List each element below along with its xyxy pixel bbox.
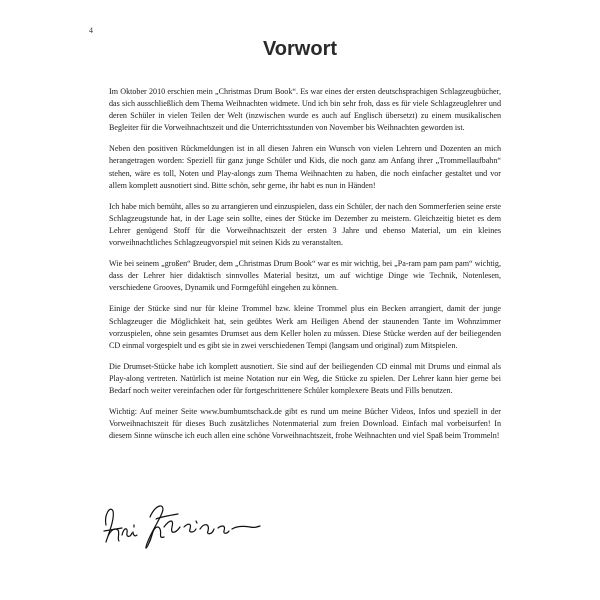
paragraph-4: Wie bei seinem „großen“ Bruder, dem „Christmas Drum Book“ war es mir wichtig, bei „Pa-ram pam pam pam“ wichtig, dass der Lehrer hier didaktisch sinnvolles Material besitzt, um auf wichtige Dinge wie Technik, Notenlesen, verschiedene Grooves, Dynamik und Formgefühl eingehen zu können.	[109, 259, 501, 293]
handwritten-signature	[100, 497, 265, 552]
paragraph-6: Die Drumset-Stücke habe ich komplett ausnotiert. Sie sind auf der beiliegenden CD einmal mit Drums und einmal als Play-along vertreten. Natürlich ist meine Notation nur ein Weg, die Stücke zu spielen. Der Lehrer kann hier gerne bei Bedarf noch weiter vereinfachen oder für fortgeschrittenere Schüler komplexere Beats und Fills benutzen.	[109, 361, 501, 395]
page-number: 4	[89, 26, 93, 35]
foreword-body	[109, 86, 501, 451]
paragraph-5: Einige der Stücke sind nur für kleine Trommel bzw. kleine Trommel plus ein Becken arrangiert, damit der junge Schlagzeuger die Möglichkeit hat, sein geübtes Werk am Heiligen Abend der staunenden Tante im Wohnzimmer vorzuspielen, ohne sein gesamtes Drumset aus dem Keller holen zu müssen. Diese Stücke werden auf der beiliegenden CD einmal vorgespielt und es gibt sie in zwei verschiedenen Tempi (langsam und original) zum Mitspielen.	[109, 304, 501, 350]
paragraph-2: Neben den positiven Rückmeldungen ist in all diesen Jahren ein Wunsch von vielen Lehrern und Dozenten an mich herangetragen worden: Speziell für ganz junge Schüler und Kids, die noch ganz am Anfang ihrer „Trommellaufbahn“ stehen, wäre es toll, Noten und Play-alongs zum Thema Weihnachten zu haben, die noch einfacher gestaltet und vor allem komplett ausnotiert sind. Bitte schön, sehr gerne, ihr habt es nun in Händen!	[109, 144, 501, 190]
page-title: Vorwort	[262, 38, 338, 60]
paragraph-1: Im Oktober 2010 erschien mein „Christmas Drum Book“. Es war eines der ersten deutschsprachigen Schlagzeugbücher, das sich ausschließlich dem Thema Weihnachten widmete. Und ich bin sehr froh, dass es für viele Schlagzeuglehrer und deren Schüler in vielen Teilen der Welt (inzwischen wurde es auch auf Englisch übersetzt) zu einem musikalischen Begleiter für die Vorweihnachtszeit und die Unterrichtsstunden von November bis Weihnachten geworden ist.	[109, 87, 501, 133]
paragraph-3: Ich habe mich bemüht, alles so zu arrangieren und einzuspielen, dass ein Schüler, der nach den Sommerferien seine erste Schlagzeugstunde hat, in der Lage sein sollte, eines der Stücke im Dezember zu meistern. Gleichzeitig bietet es dem Lehrer genügend Stoff für die Vorweihnachtszeit der ersten 3 Jahre und ebenso Material, um ein kleines vorweihnachtliches Schlagzeugvorspiel mit seinen Kids zu veranstalten.	[109, 201, 501, 248]
paragraph-7: Wichtig: Auf meiner Seite www.bumbumtschack.de gibt es rund um meine Bücher Videos, Infos und speziell in der Vorweihnachtszeit für dieses Buch zusätzliches Notenmaterial zum freien Download. Einfach mal vorbeisurfen! In diesem Sinne wünsche ich euch allen eine schöne Vorweihnachtszeit, frohe Weihnachten und viel Spaß beim Trommeln!	[109, 407, 501, 441]
